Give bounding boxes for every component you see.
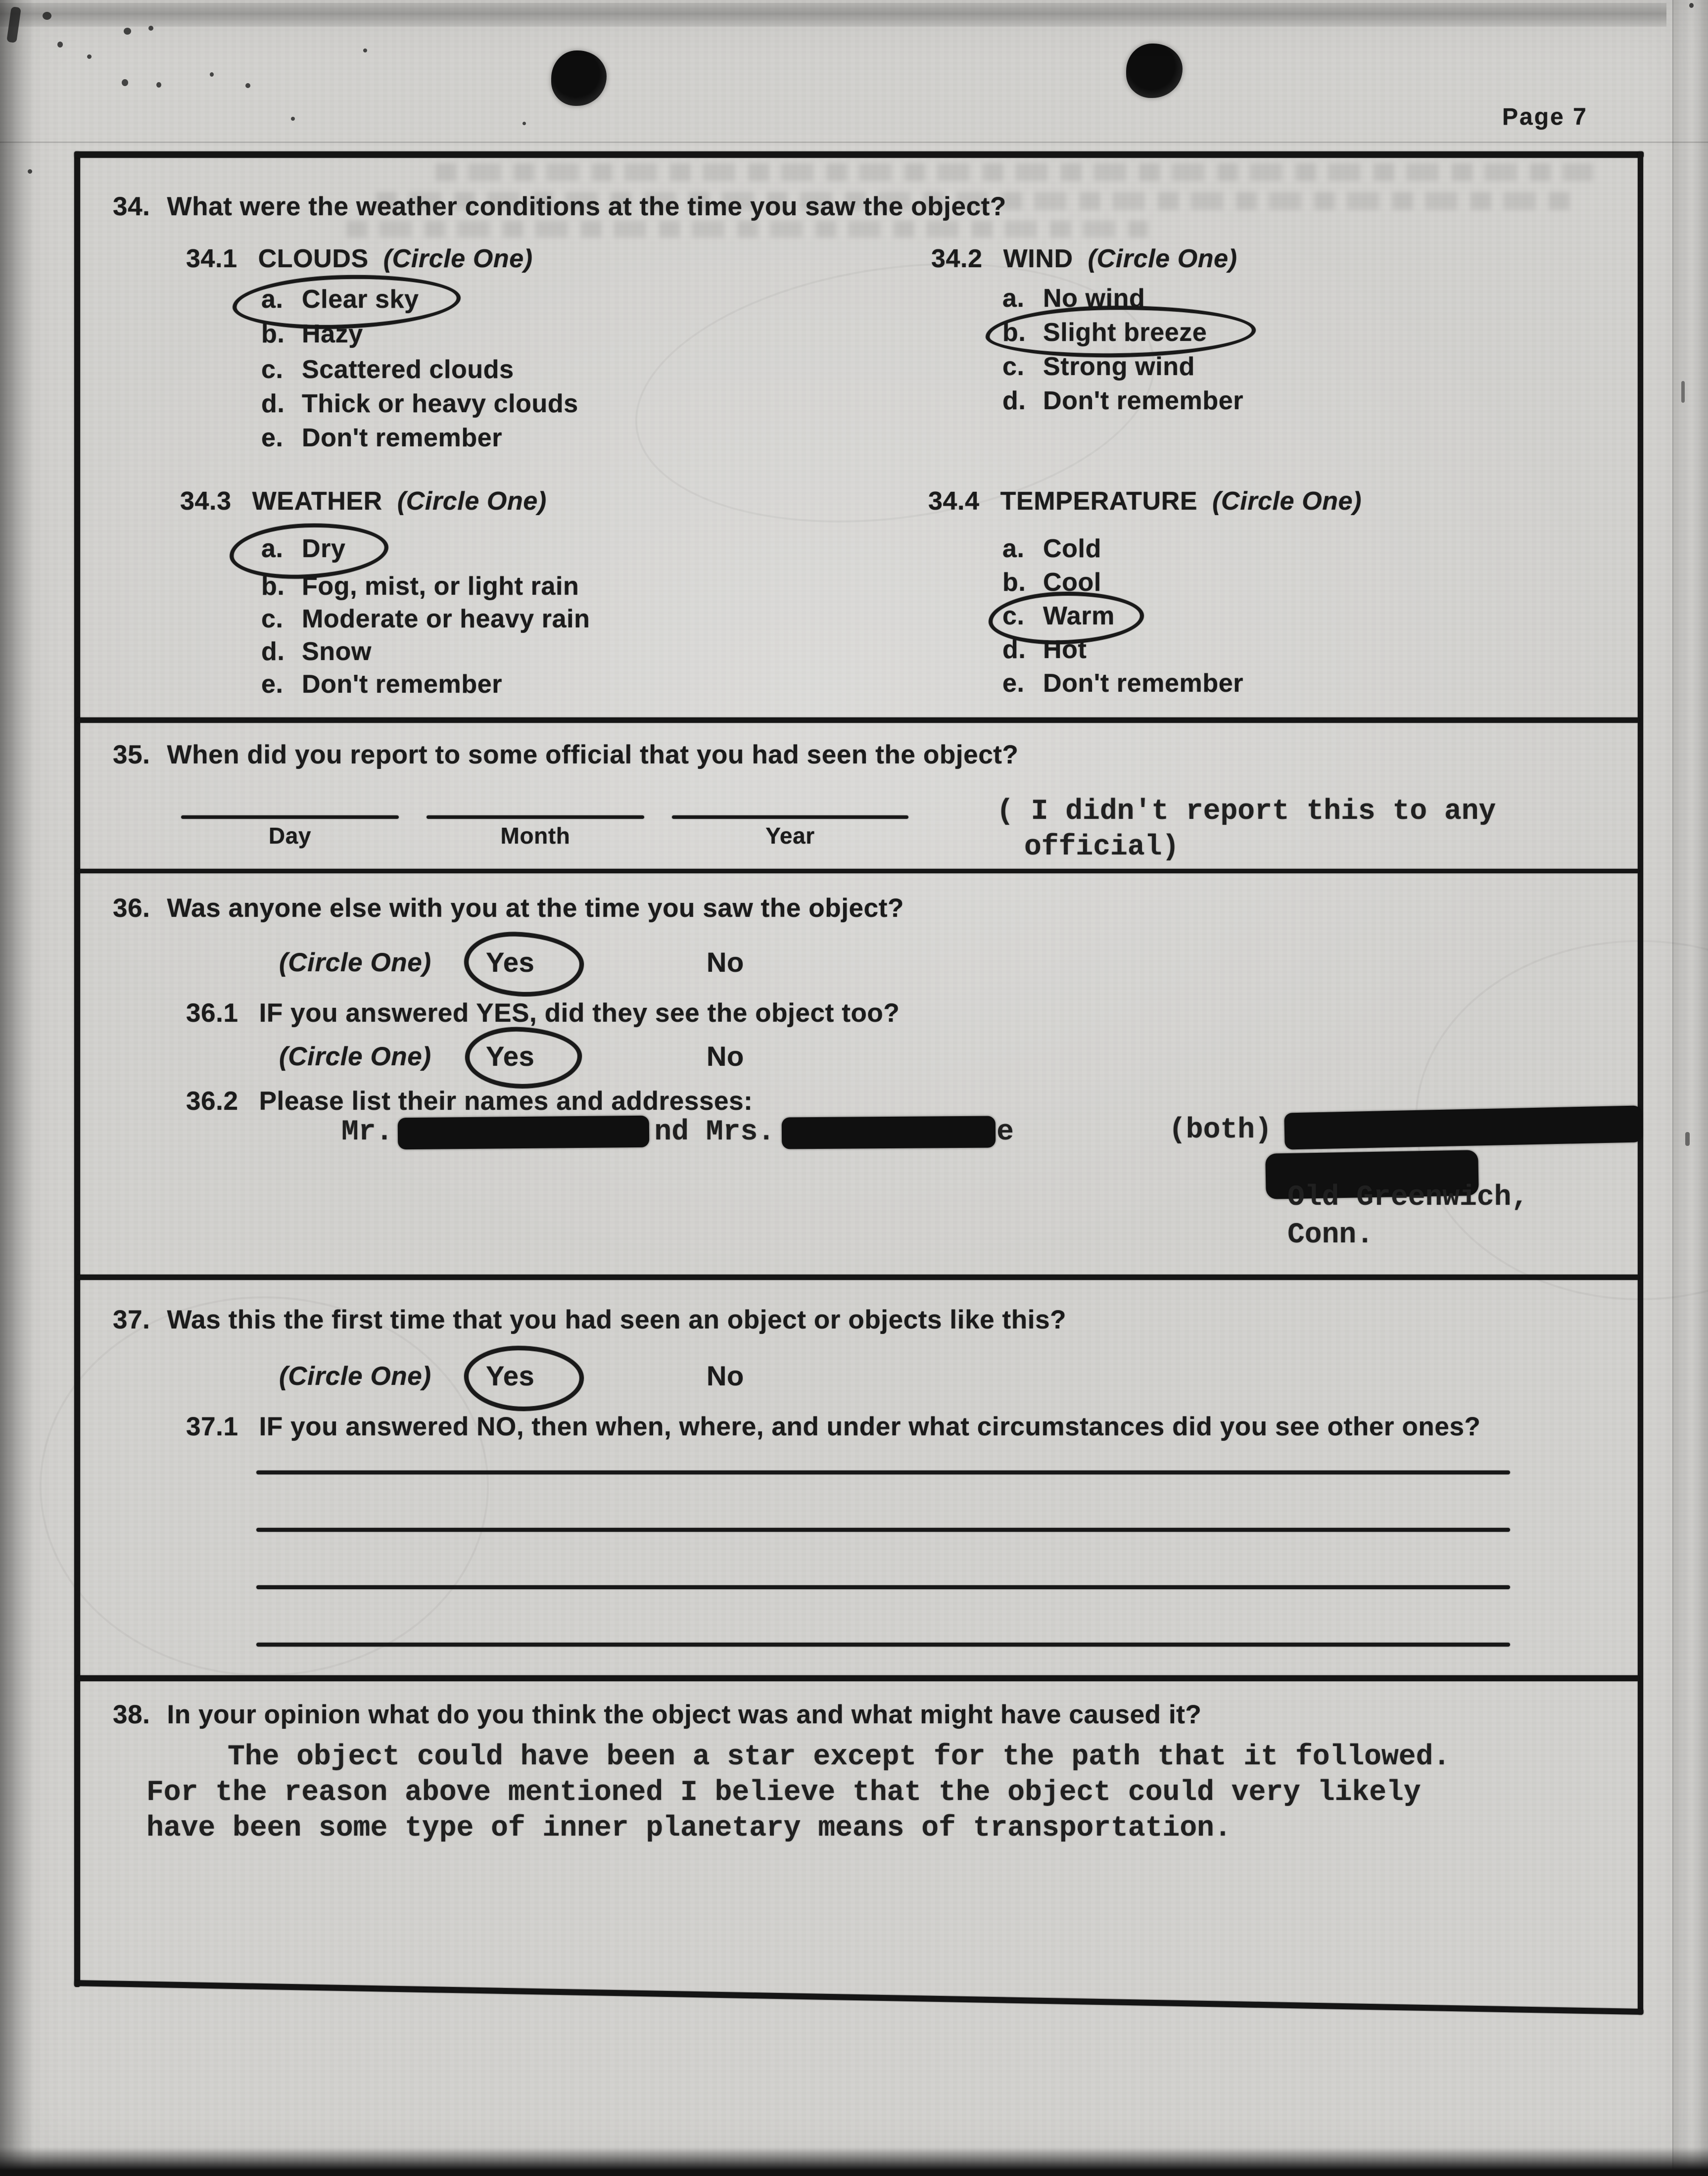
group-34-4-number: 34.4 <box>928 487 980 516</box>
no-option-q37: No <box>707 1360 744 1391</box>
option-weather-e: e. Don't remember <box>261 670 503 699</box>
typed-names-line <box>341 1114 1014 1151</box>
month-label: Month <box>500 823 570 849</box>
group-34-3-heading <box>180 487 547 516</box>
redaction-bar-name2 <box>782 1116 996 1149</box>
hole-punch-left <box>551 50 607 106</box>
section-divider <box>77 1275 1639 1280</box>
question-34-text: What were the weather conditions at the time you saw the object? <box>167 192 1006 221</box>
group-34-1-heading <box>186 244 533 273</box>
circled-answer-q36-1-yes <box>465 1026 582 1089</box>
typed-answer-q38-line2: For the reason above mentioned I believe that the object could very likely <box>146 1777 1421 1809</box>
typed-mr-label: Mr. <box>341 1116 393 1148</box>
typed-answer-q38-line1: The object could have been a star except for the path that it followed. <box>228 1741 1451 1773</box>
option-clouds-e: e. Don't remember <box>261 424 503 452</box>
typed-answer-q38-line3: have been some type of inner planetary means of transportation. <box>146 1812 1232 1845</box>
circle-one-label-q36: (Circle One) <box>279 948 431 977</box>
form-box-border-left <box>74 151 80 1987</box>
scan-bottom-band <box>0 2147 1708 2176</box>
year-blank-line <box>672 815 908 819</box>
question-35 <box>113 740 1019 769</box>
speck <box>122 79 128 86</box>
question-36-1-number: 36.1 <box>186 998 238 1028</box>
group-34-2-number: 34.2 <box>931 244 983 273</box>
typed-address-line2: Conn. <box>1287 1219 1374 1251</box>
question-35-number: 35. <box>113 740 150 769</box>
option-wind-d: d. Don't remember <box>1002 386 1244 415</box>
typed-answer-q38 <box>146 1740 1611 1846</box>
group-34-1-number: 34.1 <box>186 244 237 273</box>
circle-one-label-q36-1: (Circle One) <box>279 1042 431 1071</box>
speck <box>245 83 250 88</box>
yes-option-q37: Yes <box>486 1360 535 1391</box>
group-34-2-title: WIND <box>1003 244 1073 273</box>
question-37-1-text: IF you answered NO, then when, where, and under what circumstances did you see other ones? <box>259 1412 1481 1441</box>
option-temp-d: d. Hot <box>1002 635 1087 664</box>
speck <box>363 48 367 52</box>
option-clouds-a: a. Clear sky <box>261 285 419 314</box>
section-divider <box>77 717 1639 723</box>
circle-one-note: (Circle One) <box>1212 487 1362 516</box>
scan-top-band <box>0 3 1666 27</box>
speck <box>1681 381 1685 403</box>
group-34-1-title: CLOUDS <box>258 244 369 273</box>
circle-one-note: (Circle One) <box>1088 244 1237 273</box>
typed-name-trailing-letter: e <box>996 1116 1014 1148</box>
answer-blank-line <box>256 1643 1510 1647</box>
option-weather-c: c. Moderate or heavy rain <box>261 605 590 633</box>
option-wind-a: a. No wind <box>1002 284 1145 313</box>
no-option-q36: No <box>707 946 744 978</box>
group-34-4-heading <box>928 487 1362 516</box>
group-34-2-heading <box>931 244 1237 273</box>
answer-blank-line <box>256 1528 1510 1532</box>
circled-answer-q37-yes <box>464 1345 584 1412</box>
typed-answer-q35-line1: ( I didn't report this to any <box>996 796 1496 828</box>
typed-and-mrs-label: nd Mrs. <box>654 1116 775 1148</box>
question-37-text: Was this the first time that you had seen an object or objects like this? <box>167 1305 1067 1334</box>
typed-both-label: (both) <box>1169 1114 1272 1146</box>
form-box-border-right <box>1638 151 1643 2015</box>
group-34-3-title: WEATHER <box>252 487 382 516</box>
question-36-2-number: 36.2 <box>186 1087 238 1116</box>
question-35-text: When did you report to some official that you had seen the object? <box>167 740 1019 769</box>
question-34-number: 34. <box>113 192 150 221</box>
hole-punch-right <box>1126 44 1183 98</box>
faint-arc <box>40 1296 489 1676</box>
circle-one-label-q37: (Circle One) <box>279 1362 431 1391</box>
question-37 <box>113 1305 1066 1334</box>
day-blank-line <box>181 815 399 819</box>
option-clouds-c: c. Scattered clouds <box>261 355 514 384</box>
scan-left-edge <box>0 0 35 2176</box>
faint-line-above-box <box>0 142 1708 143</box>
speck <box>87 54 92 59</box>
question-37-1-number: 37.1 <box>186 1412 238 1441</box>
form-box-border-bottom <box>74 1980 1644 2015</box>
question-36-number: 36. <box>113 894 150 923</box>
month-blank-line <box>427 815 644 819</box>
option-weather-b: b. Fog, mist, or light rain <box>261 572 579 601</box>
yes-option-q36-1: Yes <box>486 1041 535 1072</box>
ghost-text-line <box>346 221 1148 237</box>
question-36-1 <box>186 998 900 1028</box>
speck <box>28 169 32 174</box>
speck <box>291 117 295 121</box>
option-temp-e: e. Don't remember <box>1002 669 1244 698</box>
option-temp-c: c. Warm <box>1002 602 1115 630</box>
typed-address-line1: Old Greenwich, <box>1287 1182 1529 1214</box>
question-38-text: In your opinion what do you think the object was and what might have caused it? <box>167 1700 1202 1729</box>
question-36-1-text: IF you answered YES, did they see the object too? <box>259 998 900 1028</box>
option-wind-b: b. Slight breeze <box>1002 318 1207 347</box>
question-37-1 <box>186 1412 1481 1441</box>
option-weather-d: d. Snow <box>261 637 372 666</box>
circle-one-note: (Circle One) <box>383 244 533 273</box>
year-label: Year <box>765 823 815 849</box>
speck <box>522 122 526 125</box>
question-34 <box>113 192 1006 221</box>
section-divider <box>77 869 1639 873</box>
ghost-text-line <box>435 163 1593 181</box>
question-36-text: Was anyone else with you at the time you saw the object? <box>167 894 904 923</box>
speck <box>210 72 214 77</box>
circled-answer-clouds <box>232 272 462 331</box>
question-36-2 <box>186 1087 753 1116</box>
question-36 <box>113 894 904 923</box>
answer-blank-line <box>256 1585 1510 1589</box>
circled-answer-q36-yes <box>463 931 584 998</box>
day-label: Day <box>268 823 312 849</box>
group-34-4-title: TEMPERATURE <box>1000 487 1198 516</box>
question-36-2-text: Please list their names and addresses: <box>259 1087 753 1116</box>
group-34-3-number: 34.3 <box>180 487 232 516</box>
option-clouds-b: b. Hazy <box>261 320 363 348</box>
question-38-number: 38. <box>113 1700 150 1729</box>
speck <box>156 82 161 88</box>
answer-blank-line <box>256 1470 1510 1474</box>
redaction-bar-name1 <box>398 1116 650 1149</box>
no-option-q36-1: No <box>707 1041 744 1072</box>
section-divider <box>77 1675 1639 1681</box>
question-38 <box>113 1700 1202 1729</box>
typed-answer-q35-line2: official) <box>1024 831 1180 863</box>
speck <box>1689 3 1694 8</box>
option-clouds-d: d. Thick or heavy clouds <box>261 389 578 418</box>
circled-answer-temperature <box>988 590 1144 645</box>
option-weather-a: a. Dry <box>261 534 346 563</box>
speck <box>57 42 63 47</box>
page-number: Page 7 <box>1502 104 1588 130</box>
form-box-border-top <box>74 151 1644 158</box>
yes-option-q36: Yes <box>486 946 535 978</box>
speck <box>43 12 51 20</box>
question-37-number: 37. <box>113 1305 150 1334</box>
speck <box>148 26 153 31</box>
option-temp-a: a. Cold <box>1002 534 1101 563</box>
option-wind-c: c. Strong wind <box>1002 352 1195 381</box>
circle-one-note: (Circle One) <box>397 487 547 516</box>
speck <box>124 28 131 35</box>
redaction-bar-address1 <box>1284 1105 1642 1149</box>
option-temp-b: b. Cool <box>1002 568 1101 597</box>
